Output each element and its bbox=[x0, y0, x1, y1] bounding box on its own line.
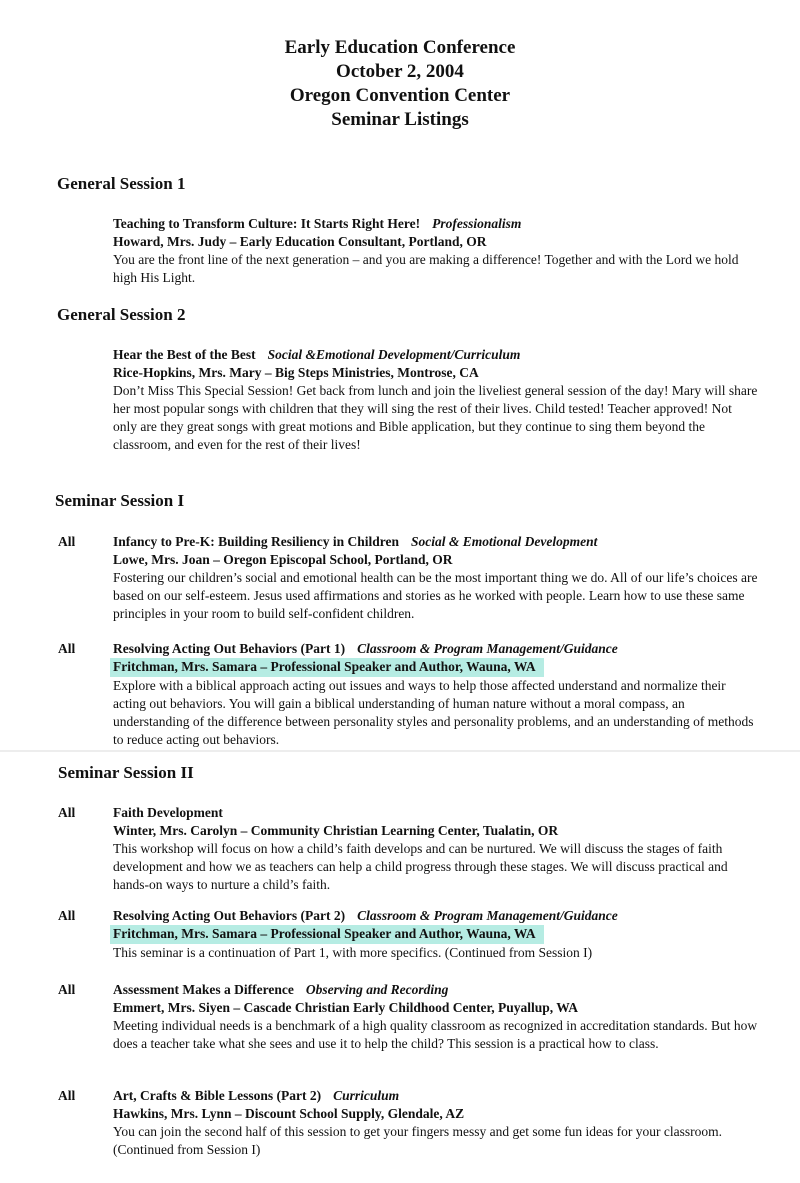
seminar-entry bbox=[58, 804, 758, 894]
seminar-title: Infancy to Pre-K: Building Resiliency in Children bbox=[113, 534, 400, 549]
audience-label: All bbox=[58, 982, 76, 997]
seminar-title-line bbox=[113, 640, 758, 658]
document-title: Seminar Listings bbox=[331, 109, 469, 130]
seminar-description: This workshop will focus on how a child’s faith develops and can be nurtured. We will discuss the stages of faith development and how we as teachers can help a child progress through these stages. We will discuss practical and hands-on ways to nurture a child’s faith. bbox=[113, 841, 728, 892]
seminar-title-line bbox=[113, 981, 758, 999]
seminar-presenter: Emmert, Mrs. Siyen – Cascade Christian Early Childhood Center, Puyallup, WA bbox=[113, 1000, 579, 1015]
conference-date: October 2, 2004 bbox=[336, 61, 464, 82]
seminar-title: Teaching to Transform Culture: It Starts Right Here! bbox=[113, 216, 421, 231]
seminar-entry bbox=[58, 981, 758, 1053]
seminar-title: Resolving Acting Out Behaviors (Part 1) bbox=[113, 641, 346, 656]
audience-label: All bbox=[58, 1088, 76, 1103]
seminar-category: Social &Emotional Development/Curriculum bbox=[267, 347, 521, 362]
section-title-general-session-1: General Session 1 bbox=[57, 174, 186, 193]
conference-name: Early Education Conference bbox=[284, 37, 516, 58]
seminar-description: Explore with a biblical approach acting out issues and ways to help those affected understand and normalize their acting out behaviors. You will gain a biblical understanding of human nature without a moral compass, an understanding of the difference between personality styles and personality problems, and an understanding of methods to reduce acting out behaviors. bbox=[113, 678, 754, 747]
seminar-category: Classroom & Program Management/Guidance bbox=[357, 908, 618, 923]
seminar-title: Resolving Acting Out Behaviors (Part 2) bbox=[113, 908, 346, 923]
audience-label: All bbox=[58, 908, 76, 923]
seminar-category: Classroom & Program Management/Guidance bbox=[357, 641, 618, 656]
audience-label: All bbox=[58, 805, 76, 820]
section-title-general-session-2: General Session 2 bbox=[57, 305, 186, 324]
audience-label: All bbox=[58, 641, 76, 656]
seminar-title-line bbox=[113, 1087, 758, 1105]
seminar-title-line bbox=[113, 804, 758, 822]
seminar-category: Professionalism bbox=[432, 216, 522, 231]
seminar-entry bbox=[58, 907, 758, 962]
page-fold-line bbox=[0, 750, 800, 752]
seminar-entry bbox=[58, 533, 758, 623]
seminar-title-line bbox=[113, 346, 758, 364]
seminar-title: Faith Development bbox=[113, 805, 223, 820]
seminar-presenter: Howard, Mrs. Judy – Early Education Consultant, Portland, OR bbox=[113, 234, 487, 249]
seminar-presenter-highlighted: Fritchman, Mrs. Samara – Professional Speaker and Author, Wauna, WA bbox=[110, 658, 544, 677]
seminar-title: Assessment Makes a Difference bbox=[113, 982, 294, 997]
seminar-description: You can join the second half of this session to get your fingers messy and get some fun ideas for your classroom. (Continued from Session I) bbox=[113, 1124, 723, 1157]
seminar-title: Hear the Best of the Best bbox=[113, 347, 256, 362]
seminar-presenter: Hawkins, Mrs. Lynn – Discount School Supply, Glendale, AZ bbox=[113, 1106, 465, 1121]
audience-label: All bbox=[58, 534, 76, 549]
seminar-description: Don’t Miss This Special Session! Get back from lunch and join the liveliest general session of the day! Mary will share her most popular songs with children that they will sing the rest of their lives. Child tested! Teacher approved! Not only are they great songs with great motions and Bible application, but they continue to sing them beyond the classroom, and even for the rest of their lives! bbox=[113, 383, 758, 452]
seminar-presenter: Lowe, Mrs. Joan – Oregon Episcopal School, Portland, OR bbox=[113, 552, 453, 567]
conference-venue: Oregon Convention Center bbox=[289, 85, 511, 106]
seminar-title-line bbox=[113, 907, 758, 925]
seminar-description: This seminar is a continuation of Part 1, with more specifics. (Continued from Session I) bbox=[113, 945, 593, 960]
seminar-category: Curriculum bbox=[333, 1088, 400, 1103]
section-title-seminar-session-2: Seminar Session II bbox=[58, 763, 194, 782]
seminar-description: You are the front line of the next generation – and you are making a difference! Together and with the Lord we hold high His Light. bbox=[113, 252, 739, 285]
seminar-category: Social & Emotional Development bbox=[411, 534, 598, 549]
seminar-presenter: Rice-Hopkins, Mrs. Mary – Big Steps Ministries, Montrose, CA bbox=[113, 365, 479, 380]
seminar-description: Meeting individual needs is a benchmark of a high quality classroom as recognized in accreditation standards. But how does a teacher take what she sees and use it to help the child? This session is a practical how to class. bbox=[113, 1018, 758, 1051]
seminar-title: Art, Crafts & Bible Lessons (Part 2) bbox=[113, 1088, 322, 1103]
seminar-category: Observing and Recording bbox=[305, 982, 449, 997]
seminar-description: Fostering our children’s social and emotional health can be the most important thing we do. All of our life’s choices are based on our self-esteem. Jesus used affirmations and stories as he worked with people. Learn how to use these same principles in your room to build self-confident children. bbox=[113, 570, 758, 621]
seminar-entry bbox=[58, 1087, 758, 1159]
seminar-entry bbox=[58, 215, 758, 287]
seminar-title-line bbox=[113, 215, 758, 233]
document-header bbox=[0, 36, 800, 132]
seminar-entry bbox=[58, 346, 758, 454]
section-title-seminar-session-1: Seminar Session I bbox=[55, 491, 185, 510]
seminar-presenter-highlighted: Fritchman, Mrs. Samara – Professional Speaker and Author, Wauna, WA bbox=[110, 925, 544, 944]
seminar-entry bbox=[58, 640, 758, 749]
seminar-title-line bbox=[113, 533, 758, 551]
seminar-presenter: Winter, Mrs. Carolyn – Community Christian Learning Center, Tualatin, OR bbox=[113, 823, 559, 838]
